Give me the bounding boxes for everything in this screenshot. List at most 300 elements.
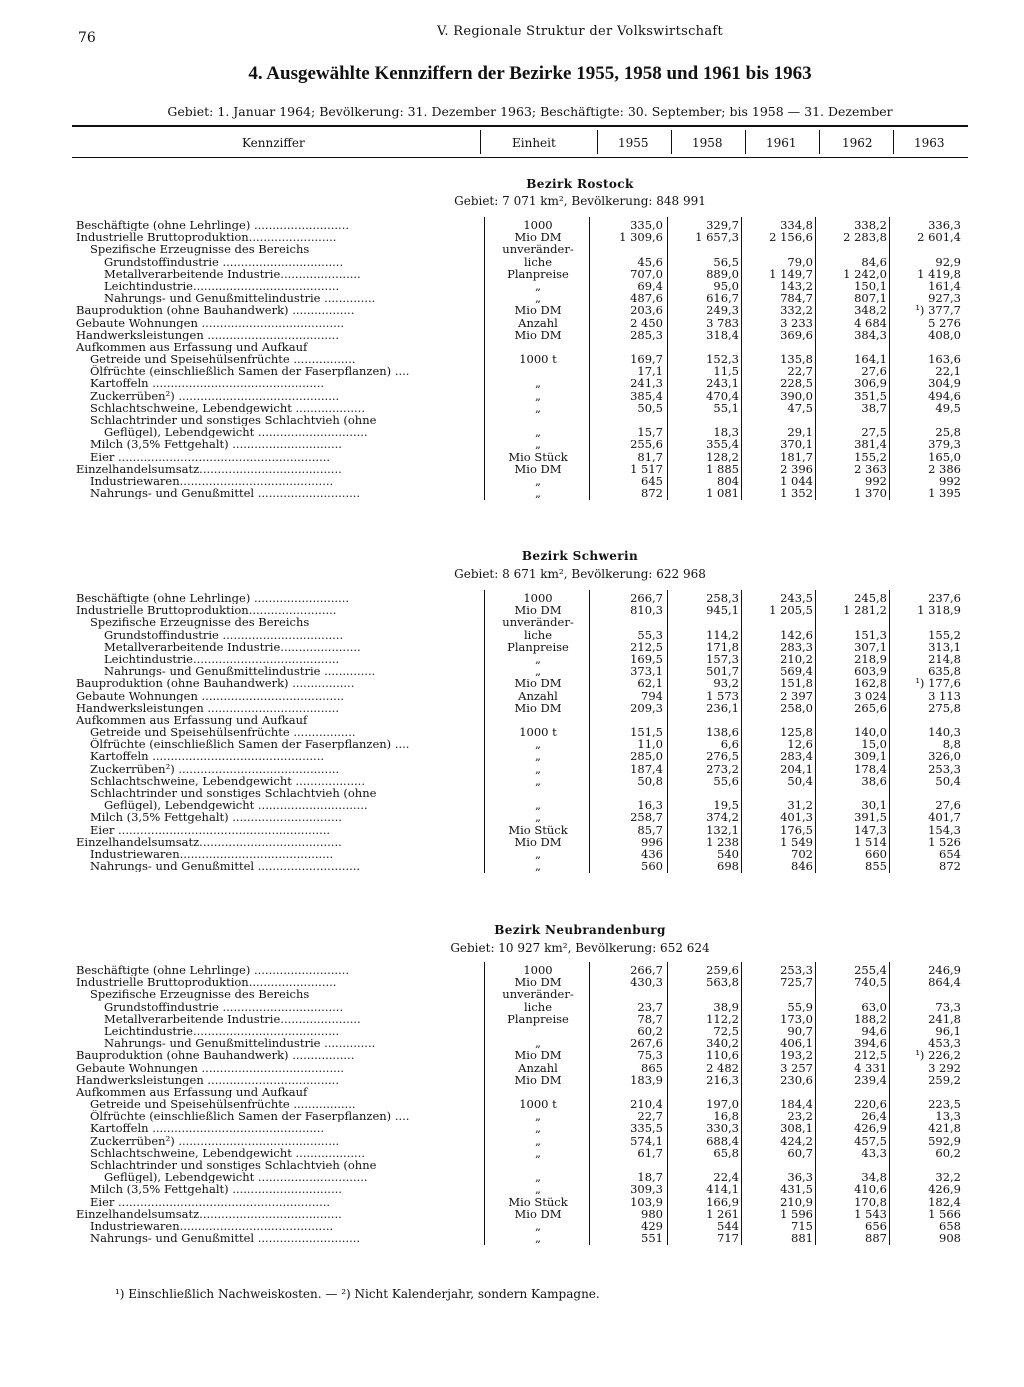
table-row xyxy=(76,988,966,1000)
table-row xyxy=(76,353,966,365)
row-unit: unveränder- xyxy=(502,615,574,630)
row-unit: Mio DM xyxy=(514,461,562,476)
row-label: Metallverarbeitende Industrie...................... xyxy=(104,640,361,653)
value-cell: 1 573 xyxy=(706,688,739,703)
value-cell: 210,2 xyxy=(780,651,813,666)
row-label: Grundstoffindustrie ................................. xyxy=(104,628,344,641)
value-cell: 307,1 xyxy=(854,639,887,654)
row-unit: „ xyxy=(535,1145,541,1160)
value-cell: 1 657,3 xyxy=(695,230,739,245)
table-row xyxy=(76,787,966,799)
district-table xyxy=(76,592,966,872)
value-cell: 3 024 xyxy=(854,688,887,703)
value-cell: 1 205,5 xyxy=(769,603,813,618)
value-cell: 4 684 xyxy=(854,315,887,330)
row-unit: „ xyxy=(535,425,541,440)
column-header-year: 1962 xyxy=(842,136,873,150)
column-divider xyxy=(893,130,894,154)
table-row xyxy=(76,377,966,389)
table-row xyxy=(76,848,966,860)
value-cell: 56,5 xyxy=(713,254,739,269)
row-unit: „ xyxy=(535,859,541,874)
value-cell: ¹) 377,7 xyxy=(915,303,961,318)
column-divider xyxy=(671,130,672,154)
row-unit: Mio DM xyxy=(514,603,562,618)
value-cell: 794 xyxy=(641,688,663,703)
value-cell: 725,7 xyxy=(780,975,813,990)
row-label: Nahrungs- und Genußmittelindustrie .............. xyxy=(104,292,376,305)
row-label: Getreide und Speisehülsenfrüchte ................. xyxy=(90,1098,356,1111)
column-divider xyxy=(819,130,820,154)
district-name: Bezirk Rostock xyxy=(526,177,634,191)
value-cell: 65,8 xyxy=(713,1145,739,1160)
row-label: Zuckerrüben²) ............................................ xyxy=(90,389,340,402)
row-label: Nahrungs- und Genußmittel ............................ xyxy=(90,860,361,873)
row-label: Schlachtschweine, Lebendgewicht ................... xyxy=(90,774,365,788)
value-cell: 1 885 xyxy=(706,461,739,476)
value-cell: 157,3 xyxy=(706,651,739,666)
value-cell: 60,2 xyxy=(935,1145,961,1160)
value-cell: 887 xyxy=(865,1231,887,1246)
value-cell: 193,2 xyxy=(780,1048,813,1063)
value-cell: 79,0 xyxy=(787,254,813,269)
value-cell: 245,8 xyxy=(854,591,887,605)
value-cell: 18,3 xyxy=(713,425,739,440)
value-cell: 1 352 xyxy=(780,486,813,501)
value-cell: 18,7 xyxy=(637,1170,663,1185)
row-label: Beschäftigte (ohne Lehrlinge) .......................... xyxy=(76,964,350,977)
value-cell: 540 xyxy=(717,846,739,861)
value-cell: 381,4 xyxy=(854,437,887,452)
row-unit: Mio DM xyxy=(514,1048,562,1063)
value-cell: 161,4 xyxy=(928,278,961,293)
value-cell: 2 601,4 xyxy=(917,230,961,245)
value-cell: 275,8 xyxy=(928,700,961,715)
column-header-year: 1961 xyxy=(766,136,797,150)
value-cell: 93,2 xyxy=(713,676,739,691)
row-label: Beschäftigte (ohne Lehrlinge) .......................... xyxy=(76,592,350,605)
value-cell: 945,1 xyxy=(706,603,739,618)
value-cell: 992 xyxy=(865,473,887,488)
table-row xyxy=(76,304,966,316)
value-cell: 326,0 xyxy=(928,749,961,764)
value-cell: 210,9 xyxy=(780,1194,813,1209)
row-label: Spezifische Erzeugnisse des Bereichs xyxy=(90,243,310,256)
value-cell: 1 517 xyxy=(630,461,663,476)
value-cell: 140,3 xyxy=(928,725,961,740)
value-cell: 408,0 xyxy=(928,327,961,342)
value-cell: 212,5 xyxy=(630,639,663,654)
value-cell: 707,0 xyxy=(630,266,663,281)
table-row xyxy=(76,702,966,714)
row-label: Industrielle Bruttoproduktion........................ xyxy=(76,604,337,617)
row-unit: Mio DM xyxy=(514,700,562,715)
value-cell: 154,3 xyxy=(928,822,961,837)
value-cell: 243,1 xyxy=(706,376,739,391)
table-row xyxy=(76,629,966,641)
value-cell: 603,9 xyxy=(854,664,887,679)
value-cell: 457,5 xyxy=(854,1133,887,1148)
district-info: Gebiet: 10 927 km², Bevölkerung: 652 624 xyxy=(450,941,710,955)
value-cell: 807,1 xyxy=(854,291,887,306)
row-unit: „ xyxy=(535,810,541,825)
value-cell: 155,2 xyxy=(928,627,961,642)
value-cell: 804 xyxy=(717,473,739,488)
value-cell: 329,7 xyxy=(706,218,739,232)
value-cell: 784,7 xyxy=(780,291,813,306)
value-cell: 259,2 xyxy=(928,1072,961,1087)
value-cell: 3 292 xyxy=(928,1060,961,1075)
value-cell: 309,3 xyxy=(630,1182,663,1197)
value-cell: 16,8 xyxy=(713,1109,739,1124)
value-cell: 431,5 xyxy=(780,1182,813,1197)
row-label: Einzelhandelsumsatz....................................... xyxy=(76,835,342,848)
value-cell: 1 309,6 xyxy=(619,230,663,245)
value-cell: 1 566 xyxy=(928,1206,961,1221)
row-label: Industriewaren.......................................... xyxy=(90,1219,334,1233)
row-label: Grundstoffindustrie ................................. xyxy=(104,255,344,268)
value-cell: 394,6 xyxy=(854,1036,887,1051)
row-unit: 1000 t xyxy=(519,352,557,367)
value-cell: 3 783 xyxy=(706,315,739,330)
header-bottom-rule xyxy=(72,157,968,158)
value-cell: 17,1 xyxy=(637,364,663,379)
row-unit: Anzahl xyxy=(518,1060,558,1075)
value-cell: 470,4 xyxy=(706,388,739,403)
value-cell: 487,6 xyxy=(630,291,663,306)
value-cell: 216,3 xyxy=(706,1072,739,1087)
table-row xyxy=(76,641,966,653)
value-cell: 236,1 xyxy=(706,700,739,715)
value-cell: 348,2 xyxy=(854,303,887,318)
value-cell: 889,0 xyxy=(706,266,739,281)
value-cell: 50,5 xyxy=(637,400,663,415)
value-cell: 246,9 xyxy=(928,963,961,977)
value-cell: 1 549 xyxy=(780,834,813,849)
value-cell: 1 419,8 xyxy=(917,266,961,281)
value-cell: 717 xyxy=(717,1231,739,1246)
value-cell: 110,6 xyxy=(706,1048,739,1063)
table-row xyxy=(76,451,966,463)
value-cell: 267,6 xyxy=(630,1036,663,1051)
value-cell: 698 xyxy=(717,859,739,874)
value-cell: 19,5 xyxy=(713,798,739,813)
value-cell: 55,3 xyxy=(637,627,663,642)
value-cell: 401,7 xyxy=(928,810,961,825)
column-divider xyxy=(745,130,746,154)
value-cell: 25,8 xyxy=(935,425,961,440)
table-row xyxy=(76,811,966,823)
row-label: Ölfrüchte (einschließlich Samen der Faserpflanzen) .... xyxy=(90,1110,410,1123)
value-cell: 1 543 xyxy=(854,1206,887,1221)
value-cell: 544 xyxy=(717,1218,739,1233)
value-cell: 55,9 xyxy=(787,999,813,1014)
value-cell: 155,2 xyxy=(854,449,887,464)
value-cell: ¹) 177,6 xyxy=(915,676,961,691)
value-cell: 95,0 xyxy=(713,278,739,293)
value-cell: 996 xyxy=(641,834,663,849)
row-unit: „ xyxy=(535,1133,541,1148)
value-cell: 266,7 xyxy=(630,591,663,605)
row-label: Leichtindustrie........................................ xyxy=(104,279,340,293)
value-cell: 1 044 xyxy=(780,473,813,488)
row-unit: „ xyxy=(535,651,541,666)
value-cell: 22,4 xyxy=(713,1170,739,1185)
value-cell: 283,4 xyxy=(780,749,813,764)
value-cell: 169,5 xyxy=(630,651,663,666)
row-unit: „ xyxy=(535,761,541,776)
value-cell: 50,4 xyxy=(935,773,961,788)
value-cell: 163,6 xyxy=(928,352,961,367)
value-cell: 1 596 xyxy=(780,1206,813,1221)
table-row xyxy=(76,1183,966,1195)
row-label: Kartoffeln ............................................... xyxy=(90,750,325,763)
footnote: ¹) Einschließlich Nachweiskosten. — ²) Nicht Kalenderjahr, sondern Kampagne. xyxy=(115,1287,600,1301)
value-cell: 16,3 xyxy=(637,798,663,813)
row-label: Aufkommen aus Erfassung und Aufkauf xyxy=(76,340,308,354)
column-divider xyxy=(480,130,481,154)
row-label: Kartoffeln ............................................... xyxy=(90,1122,325,1135)
value-cell: 258,0 xyxy=(780,700,813,715)
value-cell: 85,7 xyxy=(637,822,663,837)
table-row xyxy=(76,1062,966,1074)
table-row xyxy=(76,616,966,628)
row-label: Geflügel), Lebendgewicht .............................. xyxy=(104,426,368,439)
row-unit: Anzahl xyxy=(518,688,558,703)
value-cell: 2 450 xyxy=(630,315,663,330)
value-cell: 429 xyxy=(641,1218,663,1233)
value-cell: 276,5 xyxy=(706,749,739,764)
row-unit: „ xyxy=(535,1036,541,1051)
value-cell: 569,4 xyxy=(780,664,813,679)
table-row xyxy=(76,1147,966,1159)
table-row xyxy=(76,763,966,775)
row-unit: „ xyxy=(535,737,541,752)
table-row xyxy=(76,463,966,475)
table-row xyxy=(76,1074,966,1086)
value-cell: 334,8 xyxy=(780,218,813,232)
value-cell: 660 xyxy=(865,846,887,861)
table-row xyxy=(76,365,966,377)
value-cell: 49,5 xyxy=(935,400,961,415)
value-cell: 390,0 xyxy=(780,388,813,403)
table-row xyxy=(76,414,966,426)
value-cell: 69,4 xyxy=(637,278,663,293)
district-name: Bezirk Schwerin xyxy=(521,549,639,563)
value-cell: 501,7 xyxy=(706,664,739,679)
value-cell: 2 397 xyxy=(780,688,813,703)
value-cell: 308,1 xyxy=(780,1121,813,1136)
value-cell: 26,4 xyxy=(861,1109,887,1124)
value-cell: 237,6 xyxy=(928,591,961,605)
row-label: Geflügel), Lebendgewicht .............................. xyxy=(104,1171,368,1184)
row-unit: „ xyxy=(535,798,541,813)
value-cell: 992 xyxy=(939,473,961,488)
value-cell: 616,7 xyxy=(706,291,739,306)
table-row xyxy=(76,402,966,414)
row-label: Spezifische Erzeugnisse des Bereichs xyxy=(90,988,310,1001)
row-unit: Mio DM xyxy=(514,834,562,849)
value-cell: 38,6 xyxy=(861,773,887,788)
value-cell: 426,9 xyxy=(854,1121,887,1136)
value-cell: 369,6 xyxy=(780,327,813,342)
table-row xyxy=(76,1098,966,1110)
value-cell: 658 xyxy=(939,1218,961,1233)
value-cell: 150,1 xyxy=(854,278,887,293)
table-row xyxy=(76,775,966,787)
value-cell: 60,7 xyxy=(787,1145,813,1160)
table-row xyxy=(76,317,966,329)
value-cell: 379,3 xyxy=(928,437,961,452)
table-row xyxy=(76,256,966,268)
row-label: Getreide und Speisehülsenfrüchte ................. xyxy=(90,726,356,739)
row-label: Bauproduktion (ohne Bauhandwerk) ................. xyxy=(76,677,355,690)
row-label: Eier .......................................................... xyxy=(90,823,331,836)
value-cell: 31,2 xyxy=(787,798,813,813)
table-row xyxy=(76,836,966,848)
row-unit: 1000 t xyxy=(519,1097,557,1112)
table-row xyxy=(76,243,966,255)
row-label: Aufkommen aus Erfassung und Aufkauf xyxy=(76,1085,308,1099)
value-cell: 1 238 xyxy=(706,834,739,849)
row-unit: „ xyxy=(535,376,541,391)
value-cell: 50,8 xyxy=(637,773,663,788)
value-cell: 335,0 xyxy=(630,218,663,232)
row-label: Industrielle Bruttoproduktion........................ xyxy=(76,976,337,989)
row-unit: 1000 t xyxy=(519,725,557,740)
value-cell: 3 233 xyxy=(780,315,813,330)
value-cell: 370,1 xyxy=(780,437,813,452)
value-cell: 11,0 xyxy=(637,737,663,752)
page-number: 76 xyxy=(78,30,96,46)
value-cell: 336,3 xyxy=(928,218,961,232)
table-row xyxy=(76,280,966,292)
table-row xyxy=(76,677,966,689)
row-label: Handwerksleistungen .................................... xyxy=(76,328,339,341)
value-cell: 410,6 xyxy=(854,1182,887,1197)
value-cell: 204,1 xyxy=(780,761,813,776)
table-subtitle: Gebiet: 1. Januar 1964; Bevölkerung: 31. Dezember 1963; Beschäftigte: 30. September; bis 1958 — 31. Dezember xyxy=(167,104,893,119)
value-cell: 209,3 xyxy=(630,700,663,715)
value-cell: 374,2 xyxy=(706,810,739,825)
row-unit: „ xyxy=(535,437,541,452)
row-label: Milch (3,5% Fettgehalt) .............................. xyxy=(90,438,342,451)
table-row xyxy=(76,475,966,487)
value-cell: 355,4 xyxy=(706,437,739,452)
value-cell: 166,9 xyxy=(706,1194,739,1209)
value-cell: 34,8 xyxy=(861,1170,887,1185)
value-cell: 384,3 xyxy=(854,327,887,342)
row-label: Nahrungs- und Genußmittel ............................ xyxy=(90,1232,361,1245)
value-cell: 151,8 xyxy=(780,676,813,691)
value-cell: 125,8 xyxy=(780,725,813,740)
value-cell: 265,6 xyxy=(854,700,887,715)
row-unit: Mio DM xyxy=(514,676,562,691)
value-cell: 1 261 xyxy=(706,1206,739,1221)
value-cell: 181,7 xyxy=(780,449,813,464)
row-label: Einzelhandelsumsatz....................................... xyxy=(76,462,342,475)
value-cell: 12,6 xyxy=(787,737,813,752)
row-unit: „ xyxy=(535,1231,541,1246)
row-label: Grundstoffindustrie ................................. xyxy=(104,1000,344,1013)
value-cell: 6,6 xyxy=(720,737,739,752)
value-cell: 188,2 xyxy=(854,1011,887,1026)
column-header-year: 1963 xyxy=(914,136,945,150)
value-cell: 50,4 xyxy=(787,773,813,788)
row-label: Geflügel), Lebendgewicht .............................. xyxy=(104,799,368,812)
value-cell: 27,6 xyxy=(935,798,961,813)
value-cell: 332,2 xyxy=(780,303,813,318)
table-title: 4. Ausgewählte Kennziffern der Bezirke 1955, 1958 und 1961 bis 1963 xyxy=(248,63,812,84)
value-cell: 406,1 xyxy=(780,1036,813,1051)
value-cell: 253,3 xyxy=(780,963,813,977)
value-cell: 239,4 xyxy=(854,1072,887,1087)
value-cell: 1 281,2 xyxy=(843,603,887,618)
value-cell: 266,7 xyxy=(630,963,663,977)
row-label: Milch (3,5% Fettgehalt) .............................. xyxy=(90,811,342,824)
value-cell: 865 xyxy=(641,1060,663,1075)
table-row xyxy=(76,1196,966,1208)
value-cell: 151,3 xyxy=(854,627,887,642)
value-cell: 656 xyxy=(865,1218,887,1233)
table-row xyxy=(76,329,966,341)
value-cell: 94,6 xyxy=(861,1023,887,1038)
row-label: Metallverarbeitende Industrie...................... xyxy=(104,267,361,280)
value-cell: 258,3 xyxy=(706,591,739,605)
row-label: Gebaute Wohnungen ....................................... xyxy=(76,316,345,329)
value-cell: 318,4 xyxy=(706,327,739,342)
table-row xyxy=(76,799,966,811)
row-unit: unveränder- xyxy=(502,242,574,257)
value-cell: 846 xyxy=(791,859,813,874)
value-cell: 1 318,9 xyxy=(917,603,961,618)
value-cell: 391,5 xyxy=(854,810,887,825)
row-label: Gebaute Wohnungen ....................................... xyxy=(76,689,345,702)
row-label: Schlachtrinder und sonstiges Schlachtvieh (ohne xyxy=(90,787,377,800)
value-cell: 453,3 xyxy=(928,1036,961,1051)
value-cell: 881 xyxy=(791,1231,813,1246)
row-unit: Mio Stück xyxy=(508,449,568,464)
table-row xyxy=(76,1122,966,1134)
value-cell: 138,6 xyxy=(706,725,739,740)
value-cell: 203,6 xyxy=(630,303,663,318)
value-cell: 285,3 xyxy=(630,327,663,342)
value-cell: 1 370 xyxy=(854,486,887,501)
value-cell: 29,1 xyxy=(787,425,813,440)
value-cell: 142,6 xyxy=(780,627,813,642)
row-unit: „ xyxy=(535,664,541,679)
row-unit: unveränder- xyxy=(502,987,574,1002)
value-cell: 228,5 xyxy=(780,376,813,391)
value-cell: 43,3 xyxy=(861,1145,887,1160)
value-cell: 2 363 xyxy=(854,461,887,476)
value-cell: 436 xyxy=(641,846,663,861)
table-row xyxy=(76,268,966,280)
value-cell: ¹) 226,2 xyxy=(915,1048,961,1063)
value-cell: 72,5 xyxy=(713,1023,739,1038)
row-label: Zuckerrüben²) ............................................ xyxy=(90,762,340,775)
row-unit: Mio DM xyxy=(514,327,562,342)
table-row xyxy=(76,1208,966,1220)
district-table xyxy=(76,219,966,499)
value-cell: 187,4 xyxy=(630,761,663,776)
value-cell: 340,2 xyxy=(706,1036,739,1051)
value-cell: 178,4 xyxy=(854,761,887,776)
row-label: Spezifische Erzeugnisse des Bereichs xyxy=(90,616,310,629)
value-cell: 114,2 xyxy=(706,627,739,642)
value-cell: 152,3 xyxy=(706,352,739,367)
value-cell: 212,5 xyxy=(854,1048,887,1063)
